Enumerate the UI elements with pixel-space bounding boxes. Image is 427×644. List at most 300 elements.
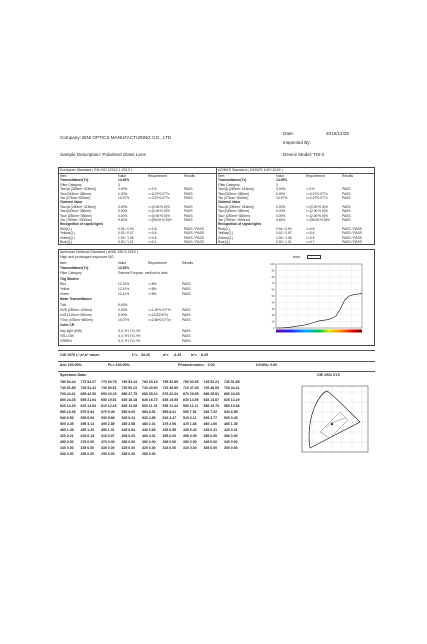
table-cell: >=0.8 — [148, 226, 157, 231]
spectrum-cell: 290 0.00 — [101, 452, 115, 456]
table-cell: PASS — [182, 307, 191, 312]
table-cell: 0.00% — [118, 313, 128, 317]
spectrum-cell: 380 0.00 — [60, 440, 74, 444]
table-cell: Transmittance(Tv) — [218, 178, 247, 183]
cie-l-value: 43.26 — [141, 353, 150, 357]
spectrum-cell: 745 52.21 — [203, 380, 220, 384]
table-cell: Tsuv(315nm~380nm) — [60, 209, 92, 214]
table-cell: Yellow — [60, 287, 70, 291]
table-cell: PASS / PASS — [184, 240, 204, 244]
table-cell: 12.41% — [118, 287, 130, 291]
spectrum-cell: 420 0.21 — [224, 428, 238, 432]
spectrum-cell: 730 50.91 — [101, 386, 117, 390]
chart-legend-swatch — [307, 255, 321, 259]
spectrum-cell: 530 5.66 — [101, 416, 115, 420]
table-cell: 12.41% — [118, 292, 130, 297]
optical-value: 100.00% — [67, 363, 82, 367]
spectrum-cell: 750 52.55 — [183, 380, 199, 384]
spectrum-cell: 595 11.44 — [162, 404, 178, 408]
table-cell: 1.09 / 1.06 — [118, 235, 134, 240]
table-cell: Tsuv (280nm~380nm) — [218, 213, 250, 218]
table-cell: 10.97% — [276, 196, 288, 200]
table-cell: 0.94 / 0.90 — [276, 226, 292, 231]
spectrum-cell: 765 53.44 — [121, 380, 138, 384]
column-header: Item — [60, 174, 67, 178]
table-cell: <=2.66*0.07Tv) — [148, 318, 171, 323]
spectrum-cell: 620 13.29 — [60, 404, 76, 408]
table-cell: Tsir (780nm~1500nm) — [218, 218, 251, 222]
table-cell: Tsuv(315nm~380nm) — [60, 191, 92, 196]
table-cell: 13.52% — [118, 266, 130, 271]
table-cell: 0.92 / 0.97 — [118, 231, 134, 236]
spectrum-cell: 410 0.07 — [101, 434, 115, 438]
column-header: Item — [60, 261, 67, 265]
spectrum-cell: 325 0.00 — [121, 446, 136, 450]
optical-label: Δn= — [60, 363, 67, 367]
table-cell: PASS — [182, 318, 191, 323]
table-cell: Blue(Q.) — [60, 240, 73, 244]
spectrum-cell: 775 54.07 — [80, 380, 97, 384]
table-cell: PASS — [342, 187, 351, 192]
table-cell: PASS — [182, 287, 191, 291]
table-cell: PASS / PASS — [184, 226, 204, 231]
table-cell: Green(Q.) — [218, 235, 233, 240]
spectrum-cell: 360 0.00 — [142, 440, 156, 444]
table-cell: Filter Category — [60, 182, 82, 187]
cie-rule-bottom — [58, 371, 375, 372]
spectrum-cell: 340 0.00 — [60, 446, 74, 450]
spectrum-cell: 615 12.84 — [80, 404, 97, 408]
spectrum-cell: 660 24.28 — [60, 398, 76, 402]
y-tick-label: 90 — [271, 269, 275, 273]
table-cell: >=0.8 — [306, 226, 315, 231]
table-cell: X,X,YH Y,G,YH — [118, 328, 141, 333]
table-cell: 0.00% — [276, 204, 286, 209]
spectrum-cell: 705 46.05 — [203, 386, 220, 390]
spectrum-cell: 525 5.24 — [121, 416, 136, 420]
table-cell: 14.09% — [276, 178, 288, 183]
spectrum-cell: 580 10.36 — [224, 404, 240, 408]
table-cell: Trig Studies — [60, 276, 79, 281]
table-cell: <=(0.00+0.5)% — [148, 213, 170, 218]
table-cell: <=(0.00+0.5)% — [148, 209, 170, 214]
spectrum-cell: 395 0.00 — [162, 434, 177, 438]
spectrum-cell: 490 2.85 — [101, 422, 115, 426]
column-header: Value — [118, 261, 127, 265]
spectrum-row — [60, 429, 245, 433]
spectrum-cell: 300 0.00 — [224, 446, 238, 450]
eu-table — [60, 175, 214, 245]
table-cell: Tsuv(315nm~380nm) — [218, 191, 250, 196]
spectrum-cell: 755 52.85 — [162, 380, 179, 384]
table-cell: 0.00% — [118, 307, 128, 312]
table-cell: Tsuv(A (280nm~315nm)) — [218, 204, 255, 209]
eu-as-title-rule — [58, 173, 375, 174]
date-value: 2019/12/29 — [326, 131, 349, 136]
spectrum-cell: 555 8.01 — [162, 410, 177, 414]
inspected-by: Inspected By: — [283, 140, 311, 145]
table-cell: <=2.67*0.07Tv — [148, 196, 170, 200]
table-cell: UVB (280nm~315nm) — [60, 307, 92, 312]
spectrum-row — [60, 411, 245, 415]
table-cell: Transmittance(Tv) — [60, 266, 89, 271]
table-cell: 1.09 / 1.06 — [276, 235, 292, 240]
spectrum-cell: 500 3.45 — [60, 422, 74, 426]
spectrum-cell: 420 0.21 — [60, 434, 74, 438]
y-tick-label: 60 — [271, 288, 275, 292]
spectrum-cell: 470 1.83 — [183, 422, 197, 426]
table-cell: 0.90 / 1.01 — [276, 240, 292, 244]
spectrum-cell: 475 2.06 — [162, 422, 177, 426]
table-cell: PASS — [182, 339, 191, 343]
column-header: Results — [182, 261, 193, 265]
spectrum-cell: 570 9.49 — [101, 410, 115, 414]
table-cell: Red(Q.) — [218, 226, 230, 231]
table-cell: Tsir (475nm~650nm) — [218, 196, 249, 200]
spectrum-cell: 415 0.13 — [80, 434, 95, 438]
spectrum-cell: 695 42.50 — [80, 392, 97, 396]
table-cell: <=1% — [148, 187, 157, 192]
spectrum-cell: 630 14.59 — [183, 398, 199, 402]
spectrum-cell: 505 3.77 — [203, 416, 218, 420]
table-cell: >=0.6 — [306, 235, 315, 240]
column-header: Value — [276, 174, 285, 178]
spectrum-cell: 430 0.42 — [183, 428, 197, 432]
spectrum-cell: 365 0.00 — [121, 440, 136, 444]
table-cell: 0.90 / 1.01 — [118, 240, 134, 244]
device-model: Device Model: TM-3 — [283, 152, 325, 157]
table-cell: PASS / PASS — [184, 235, 204, 240]
spectrum-cell: 480 2.31 — [142, 422, 156, 426]
y-tick-label: 100 — [270, 263, 275, 266]
spectrum-cell: 685 37.75 — [121, 392, 138, 396]
table-cell: Tsir (780nm~1500nm) — [60, 218, 93, 222]
table-cell: <=(2.00+0.5)% — [306, 213, 328, 218]
table-cell: Red — [60, 281, 67, 286]
spectrum-cell: 635 15.55 — [162, 398, 179, 402]
optical-value: 0.00 — [207, 363, 215, 367]
table-cell: Red(Q.) — [60, 226, 72, 231]
spectrum-cell: 740 51.85 — [224, 380, 240, 384]
spectrum-row — [60, 447, 245, 451]
table-cell: 0.00% — [118, 213, 128, 218]
y-tick-label: 40 — [271, 301, 275, 305]
spectrum-cell: 330 0.00 — [101, 446, 115, 450]
spectrum-cell: 780 54.44 — [60, 380, 76, 384]
table-cell: 9.63% — [118, 302, 128, 307]
spectrum-cell: 500 3.45 — [224, 416, 238, 420]
spectrum-row — [60, 435, 245, 439]
eu-title: European Standard ( EN ISO 12312-1:2013 ) — [60, 167, 132, 172]
chart-legend-label: lens: — [293, 255, 301, 259]
table-cell: 0.00% — [276, 191, 286, 196]
table-cell: PASS — [342, 204, 351, 209]
table-cell: UVA (315nm~380nm) — [60, 313, 92, 317]
table-cell: >=0.6 — [148, 231, 157, 236]
spectrum-cell: 335 0.00 — [80, 446, 95, 450]
table-cell: Green — [60, 292, 70, 297]
table-cell: PASS — [182, 281, 191, 286]
spectrum-cell: 300 0.00 — [60, 452, 74, 456]
spectrum-cell: 295 0.00 — [80, 452, 95, 456]
spectrum-row — [60, 387, 245, 391]
spectrum-cell: 375 0.00 — [80, 440, 95, 444]
spectrum-cell: 580 10.36 — [60, 410, 76, 414]
table-cell: Tsuv (280nm~380nm) — [60, 213, 92, 218]
spectrum-cell: 565 9.00 — [121, 410, 136, 414]
spectrum-cell: 520 4.85 — [142, 416, 156, 420]
column-header: Requirement — [148, 174, 167, 178]
table-cell: 0.00% — [276, 213, 286, 218]
spectrum-cell: 305 0.00 — [203, 446, 218, 450]
spectrum-cell: 440 0.69 — [142, 428, 156, 432]
table-cell: Recognition of signal lights — [60, 222, 104, 227]
cie-diagram-title: CIE 1931 XYZ — [317, 373, 340, 377]
table-cell: Tvis — [60, 302, 67, 307]
table-cell: 0.00% — [118, 187, 128, 192]
spectrum-cell: 735 51.41 — [80, 386, 97, 390]
table-cell: >=8% — [148, 292, 157, 297]
optical-label: Photochromic= — [178, 363, 205, 367]
table-cell: >=0.6 — [148, 235, 157, 240]
table-cell: 0.00% — [118, 191, 128, 196]
column-header: Value — [118, 174, 127, 178]
spectrum-cell: 450 1.01 — [101, 428, 115, 432]
table-cell: PASS — [184, 213, 193, 218]
table-cell: Tsuv(A (280nm~315nm)) — [218, 187, 255, 192]
column-header: Item — [218, 174, 225, 178]
table-cell: 10.97% — [118, 318, 130, 323]
table-cell: 12.31% — [118, 281, 130, 286]
spectrum-cell: 600 11.76 — [142, 404, 158, 408]
table-cell: 0.00% — [276, 209, 286, 214]
table-cell: Recognition of signal lights — [218, 222, 262, 227]
spectrum-cell: 590 11.11 — [183, 404, 199, 408]
spectrum-cell: 665 26.81 — [203, 392, 220, 396]
cie-lab-label: CIE 1976 L*,a*,b* value: — [60, 353, 100, 357]
spectrum-cell: 690 40.25 — [101, 392, 117, 396]
cie-chromaticity-diagram — [296, 380, 374, 458]
table-cell: 14.09% — [118, 178, 130, 183]
table-cell: 0.00% — [118, 209, 128, 214]
table-cell: >=0.4 — [148, 240, 157, 244]
spectrum-cell: 315 0.00 — [162, 446, 177, 450]
table-cell: <=(99.00+0.5)% — [306, 218, 330, 222]
transmittance-chart — [266, 262, 366, 342]
table-cell: 9.62% — [118, 218, 128, 222]
table-cell: Yellow(Q.) — [60, 231, 76, 236]
spectrum-title: Spectrum Data: — [60, 373, 87, 377]
table-cell: Green(Q.) — [60, 235, 75, 240]
table-cell: 9.62% — [276, 218, 286, 222]
spectrum-row — [60, 393, 245, 397]
table-cell: <=1% — [306, 187, 315, 192]
table-cell: <=1.00*0.01*Tv — [148, 307, 171, 312]
table-cell: 0.00% — [118, 204, 128, 209]
ansi-subtitle: High and prolonged exposure NO — [60, 255, 114, 259]
spectrum-row — [60, 405, 245, 409]
table-cell: PASS / PASS — [342, 231, 362, 236]
table-cell: X,X,YH Y,G,YH — [118, 339, 141, 343]
table-cell: PASS / PASS — [184, 231, 204, 236]
table-cell: <=(99.00+0.5)% — [148, 218, 172, 222]
spectrum-cell: 280 0.00 — [142, 452, 156, 456]
spectrum-cell: 390 0.00 — [183, 434, 197, 438]
cie-optical-values — [60, 364, 375, 370]
cie-a-label: a*= — [163, 353, 169, 357]
spectrum-cell: 675 32.34 — [162, 392, 179, 396]
spectrum-cell: 380 0.00 — [224, 434, 238, 438]
table-cell: >=8% — [148, 287, 157, 291]
column-header: Results — [342, 174, 353, 178]
table-cell: <=13.52%Tv) — [148, 313, 168, 317]
date-label: Date: — [283, 131, 294, 136]
table-cell: PASS — [182, 328, 191, 333]
table-cell: >=0.6 — [306, 231, 315, 236]
spectrum-cell: 540 6.55 — [224, 410, 238, 414]
table-cell: Tsuv(315nm~380nm) — [218, 209, 250, 214]
table-cell: Claimed Value — [60, 200, 83, 205]
spectrum-cell: 700 44.41 — [224, 386, 240, 390]
spectrum-cell: 445 0.84 — [121, 428, 136, 432]
spectrum-cell: 660 24.28 — [224, 392, 240, 396]
spectrum-cell: 575 9.94 — [80, 410, 95, 414]
spectrum-cell: 625 13.87 — [203, 398, 220, 402]
table-cell: >=0.7 — [306, 240, 315, 244]
table-cell: PASS / PASS — [342, 240, 362, 244]
table-cell: PASS — [182, 333, 191, 338]
table-cell: X,X,YH Y,G,YH — [118, 333, 141, 338]
spectrum-row — [60, 381, 245, 385]
spectrum-cell: 320 0.00 — [142, 446, 156, 450]
ansi-table — [60, 262, 210, 344]
table-cell: PASS / PASS — [342, 226, 362, 231]
table-cell: 3 — [118, 182, 120, 187]
table-cell: PASS — [184, 191, 193, 196]
table-cell: PASS — [184, 204, 193, 209]
spectrum-cell: 760 53.15 — [142, 380, 158, 384]
table-cell: <=(0.00+0.5)% — [148, 204, 170, 209]
spectrum-cell: 770 53.75 — [101, 380, 117, 384]
table-cell: <=(0.00+0.5)% — [306, 204, 328, 209]
spectrum-cell: 740 51.85 — [60, 386, 76, 390]
table-cell: <=0.07*0.07Tv — [148, 191, 170, 196]
table-cell: PASS — [342, 209, 351, 214]
spectrum-cell: 550 7.51 — [183, 410, 197, 414]
eu-as-divider — [216, 167, 217, 245]
table-cell: PASS — [342, 196, 351, 200]
as-title: AS/NZS Standard ( AS/NZS 1067:2016 ) — [218, 167, 283, 172]
spectrum-cell: 400 0.01 — [142, 434, 156, 438]
spectrum-cell: 340 0.00 — [224, 440, 238, 444]
spectrum-row — [60, 423, 245, 427]
spectrum-cell: 310 0.00 — [183, 446, 197, 450]
spectrum-cell: 510 4.11 — [183, 416, 197, 420]
table-cell: 0.92 / 0.97 — [276, 231, 292, 236]
table-cell: Day light (D65) — [60, 328, 82, 333]
table-cell: <=(2.00+0.5)% — [306, 209, 328, 214]
spectrum-row — [60, 399, 245, 403]
spectrum-cell: 560 8.51 — [142, 410, 156, 414]
cie-rule-mid — [58, 361, 375, 362]
table-cell: Blue(Q.) — [218, 240, 231, 244]
table-cell: PASS — [184, 218, 193, 222]
optical-label: PL= — [108, 363, 115, 367]
column-header: Requirement — [306, 174, 325, 178]
table-cell: PASS / PASS — [342, 235, 362, 240]
table-cell: TVsir (475nm~650nm) — [60, 318, 93, 323]
table-cell: 0.00% — [276, 187, 286, 192]
cie-a-value: -3.25 — [173, 353, 182, 357]
spectrum-cell: 385 0.00 — [203, 434, 218, 438]
spectrum-color-bar — [276, 330, 362, 333]
spectrum-cell: 640 16.73 — [142, 398, 158, 402]
y-tick-label: 20 — [271, 314, 275, 318]
spectrum-row — [60, 417, 245, 421]
table-cell: >=8% — [148, 281, 157, 286]
table-cell: 10.97% — [118, 196, 130, 200]
table-cell: Color CR — [60, 323, 75, 328]
spectrum-cell: 720 49.50 — [142, 386, 158, 390]
table-cell: Claimed Value — [218, 200, 241, 205]
table-cell: PASS — [182, 313, 191, 317]
spectrum-cell: 285 0.00 — [121, 452, 136, 456]
table-cell: PASS — [184, 196, 193, 200]
spectrum-cell: 405 0.03 — [121, 434, 136, 438]
spectrum-cell: 725 50.23 — [121, 386, 138, 390]
table-cell: Tsir (475nm~650nm) — [60, 196, 91, 200]
company-name: Company: BINI OPTICS MANUFACTURING CO., LTD — [60, 135, 172, 140]
spectrum-cell: 495 3.14 — [80, 422, 95, 426]
table-cell: Yellow(Q.) — [218, 231, 234, 236]
table-cell: YELLOW — [60, 333, 74, 338]
spectrum-cell: 545 7.02 — [203, 410, 218, 414]
spectrum-row — [60, 453, 245, 457]
spectrum-cell: 645 18.18 — [121, 398, 138, 402]
table-cell: 0.94 / 0.90 — [118, 226, 134, 231]
y-tick-label: 70 — [271, 282, 275, 286]
spectrum-cell: 605 12.08 — [121, 404, 138, 408]
table-cell: Filter Category — [218, 182, 240, 187]
table-cell: PASS — [342, 218, 351, 222]
table-cell: PASS — [342, 191, 351, 196]
spectrum-cell: 460 1.39 — [224, 422, 238, 426]
y-tick-label: 50 — [271, 295, 275, 298]
spectrum-cell: 460 1.39 — [60, 428, 74, 432]
spectrum-cell: 585 10.75 — [203, 404, 220, 408]
spectrum-cell: 345 0.00 — [203, 440, 218, 444]
y-tick-label: 10 — [271, 320, 275, 324]
column-header: Results — [184, 174, 195, 178]
spectrum-cell: 370 0.00 — [101, 440, 115, 444]
table-cell: PASS — [182, 292, 191, 297]
table-cell: PASS — [342, 213, 351, 218]
spectrum-cell: 465 1.60 — [203, 422, 218, 426]
cie-l-label: L*= — [132, 353, 138, 357]
y-tick-label: 0 — [273, 327, 275, 330]
sample-description: Sample Description: Polarized Glass Lens — [60, 152, 146, 157]
y-tick-label: 80 — [271, 275, 275, 279]
y-tick-label: 30 — [271, 307, 275, 311]
column-header: Requirement — [148, 261, 167, 265]
spectrum-cell: 535 6.09 — [80, 416, 95, 420]
table-cell: General Purpose, medium to dark — [118, 271, 168, 276]
spectrum-cell: 515 4.47 — [162, 416, 177, 420]
spectrum-cell: 540 6.55 — [60, 416, 74, 420]
table-cell: Filter Category — [60, 271, 82, 276]
spectrum-cell: 425 0.31 — [203, 428, 218, 432]
spectrum-cell: 610 12.43 — [101, 404, 117, 408]
